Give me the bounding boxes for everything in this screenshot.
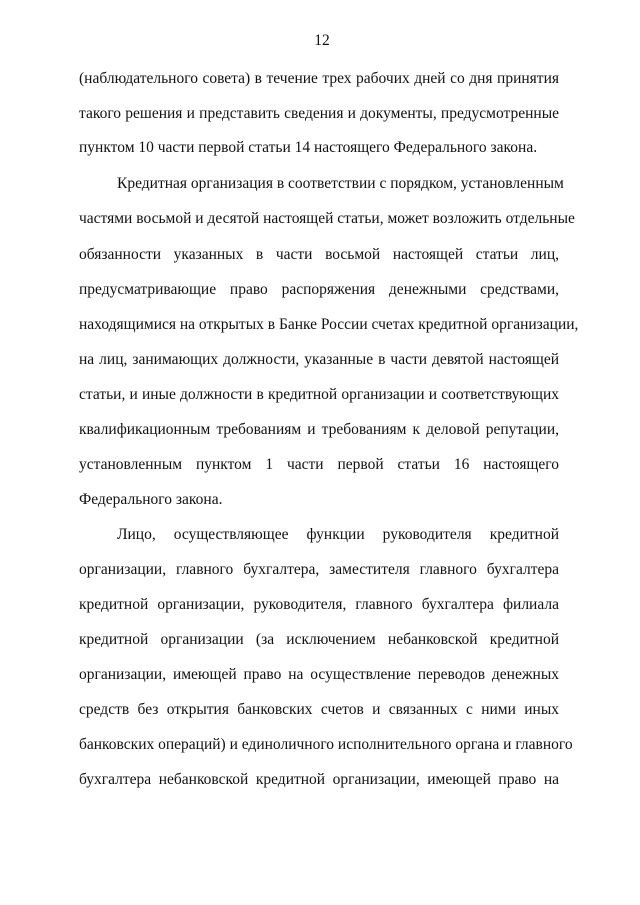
text-line: Кредитная организация в соответствии с порядком, установленным xyxy=(117,175,564,192)
text-line: обязанности указанных в части восьмой настоящей статьи лиц, xyxy=(79,246,559,263)
text-line: пунктом 10 части первой статьи 14 настоящего Федерального закона. xyxy=(79,139,538,156)
text-line: Лицо, осуществляющее функции руководителя кредитной xyxy=(117,526,559,543)
text-line: банковских операций) и единоличного исполнительного органа и главного xyxy=(79,736,573,753)
text-line: Федерального закона. xyxy=(79,491,223,508)
text-line: средств без открытия банковских счетов и связанных с ними иных xyxy=(79,701,559,718)
text-line: частями восьмой и десятой настоящей статьи, может возложить отдельные xyxy=(79,210,575,227)
text-line: кредитной организации (за исключением небанковской кредитной xyxy=(79,631,559,648)
page-number: 12 xyxy=(314,32,330,49)
text-line: бухгалтера небанковской кредитной организации, имеющей право на xyxy=(79,771,559,788)
text-line: такого решения и представить сведения и документы, предусмотренные xyxy=(79,105,559,122)
text-line: находящимися на открытых в Банке России счетах кредитной организации, xyxy=(79,316,579,333)
text-line: организации, имеющей право на осуществление переводов денежных xyxy=(79,666,559,683)
text-line: кредитной организации, руководителя, главного бухгалтера филиала xyxy=(79,596,559,613)
text-line: организации, главного бухгалтера, заместителя главного бухгалтера xyxy=(79,561,559,578)
text-line: квалификационным требованиям и требованиям к деловой репутации, xyxy=(79,421,559,438)
text-line: установленным пунктом 1 части первой статьи 16 настоящего xyxy=(79,456,559,473)
text-line: статьи, и иные должности в кредитной организации и соответствующих xyxy=(79,386,559,403)
text-line: (наблюдательного совета) в течение трех рабочих дней со дня принятия xyxy=(79,70,559,87)
text-line: на лиц, занимающих должности, указанные в части девятой настоящей xyxy=(79,351,559,368)
text-line: предусматривающие право распоряжения денежными средствами, xyxy=(79,281,559,298)
